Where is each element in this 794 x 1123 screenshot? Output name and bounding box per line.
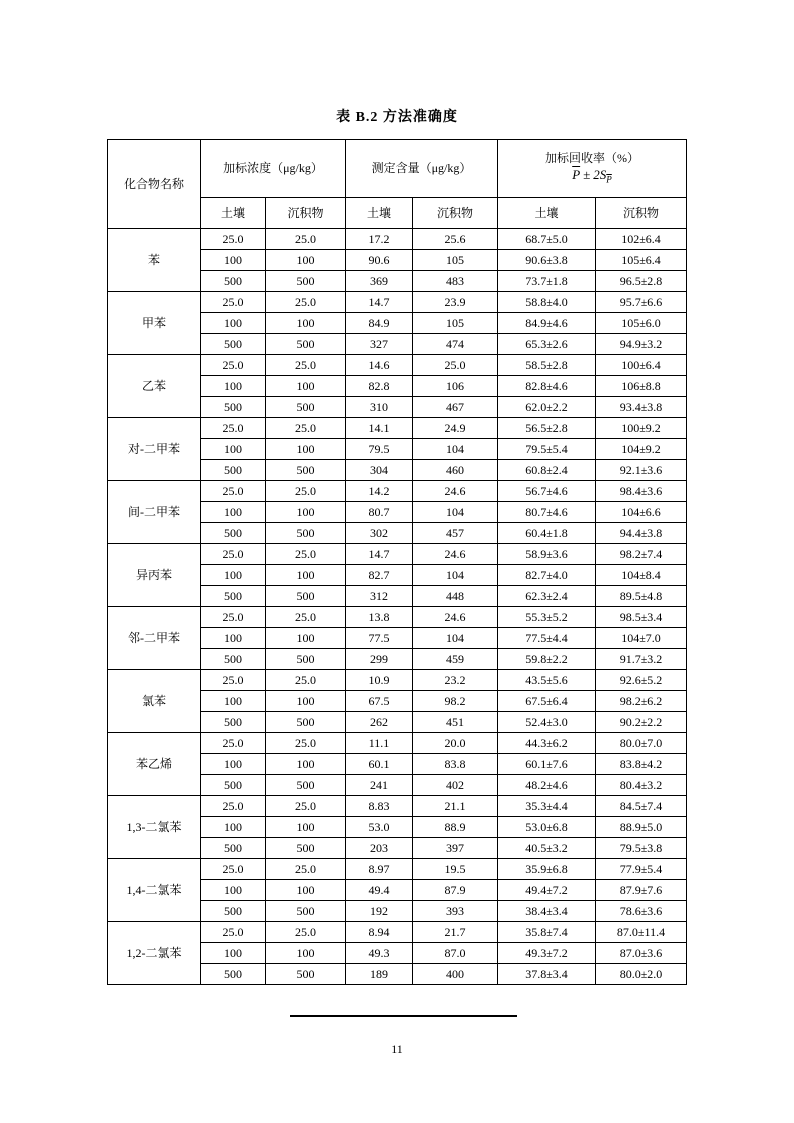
data-cell: 13.8 <box>346 607 413 628</box>
data-cell: 25.0 <box>201 859 266 880</box>
data-cell: 25.6 <box>413 229 498 250</box>
table-title: 表 B.2 方法准确度 <box>336 110 458 125</box>
compound-name-cell: 乙苯 <box>108 355 201 418</box>
table-row <box>108 229 687 250</box>
compound-name-cell: 间-二甲苯 <box>108 481 201 544</box>
data-cell: 94.9±3.2 <box>596 334 687 355</box>
data-cell: 105±6.4 <box>596 250 687 271</box>
data-cell: 100 <box>266 313 346 334</box>
data-cell: 84.9 <box>346 313 413 334</box>
data-cell: 203 <box>346 838 413 859</box>
data-cell: 25.0 <box>266 607 346 628</box>
data-cell: 312 <box>346 586 413 607</box>
table-row <box>108 670 687 691</box>
data-cell: 100 <box>201 502 266 523</box>
compound-name-cell: 氯苯 <box>108 670 201 733</box>
compound-name-cell: 苯 <box>108 229 201 292</box>
data-cell: 500 <box>266 271 346 292</box>
data-cell: 56.7±4.6 <box>498 481 596 502</box>
compound-name-cell: 甲苯 <box>108 292 201 355</box>
data-cell: 25.0 <box>266 481 346 502</box>
data-cell: 500 <box>266 586 346 607</box>
data-cell: 79.5±5.4 <box>498 439 596 460</box>
data-cell: 38.4±3.4 <box>498 901 596 922</box>
compound-name-cell: 1,2-二氯苯 <box>108 922 201 985</box>
table-row <box>108 733 687 754</box>
data-cell: 25.0 <box>201 922 266 943</box>
data-cell: 20.0 <box>413 733 498 754</box>
data-cell: 460 <box>413 460 498 481</box>
data-cell: 98.2±7.4 <box>596 544 687 565</box>
data-cell: 56.5±2.8 <box>498 418 596 439</box>
header-recovery-sediment: 沉积物 <box>596 198 687 229</box>
data-cell: 500 <box>266 334 346 355</box>
data-cell: 24.6 <box>413 544 498 565</box>
data-cell: 14.2 <box>346 481 413 502</box>
data-cell: 457 <box>413 523 498 544</box>
data-cell: 400 <box>413 964 498 985</box>
data-cell: 62.3±2.4 <box>498 586 596 607</box>
data-cell: 73.7±1.8 <box>498 271 596 292</box>
data-cell: 25.0 <box>266 859 346 880</box>
data-cell: 98.2±6.2 <box>596 691 687 712</box>
data-cell: 79.5±3.8 <box>596 838 687 859</box>
data-cell: 25.0 <box>266 796 346 817</box>
data-cell: 60.1±7.6 <box>498 754 596 775</box>
data-cell: 25.0 <box>266 733 346 754</box>
compound-name-cell: 1,3-二氯苯 <box>108 796 201 859</box>
data-cell: 451 <box>413 712 498 733</box>
data-cell: 100 <box>266 376 346 397</box>
header-recovery-soil: 土壤 <box>498 198 596 229</box>
data-cell: 98.2 <box>413 691 498 712</box>
data-cell: 62.0±2.2 <box>498 397 596 418</box>
data-cell: 100 <box>201 250 266 271</box>
data-cell: 105 <box>413 250 498 271</box>
data-cell: 25.0 <box>201 418 266 439</box>
data-cell: 82.7 <box>346 565 413 586</box>
data-cell: 369 <box>346 271 413 292</box>
data-cell: 189 <box>346 964 413 985</box>
table-row <box>108 544 687 565</box>
data-cell: 90.6±3.8 <box>498 250 596 271</box>
data-cell: 474 <box>413 334 498 355</box>
data-cell: 500 <box>266 712 346 733</box>
data-cell: 96.5±2.8 <box>596 271 687 292</box>
data-cell: 24.6 <box>413 481 498 502</box>
data-cell: 84.5±7.4 <box>596 796 687 817</box>
data-cell: 40.5±3.2 <box>498 838 596 859</box>
data-cell: 80.7 <box>346 502 413 523</box>
data-cell: 90.2±2.2 <box>596 712 687 733</box>
data-cell: 93.4±3.8 <box>596 397 687 418</box>
data-cell: 98.4±3.6 <box>596 481 687 502</box>
data-cell: 100 <box>201 754 266 775</box>
data-cell: 106±8.8 <box>596 376 687 397</box>
page-number: 11 <box>391 1042 403 1056</box>
data-cell: 500 <box>266 460 346 481</box>
data-cell: 100 <box>266 880 346 901</box>
data-cell: 327 <box>346 334 413 355</box>
data-cell: 80.4±3.2 <box>596 775 687 796</box>
data-cell: 17.2 <box>346 229 413 250</box>
data-cell: 82.8±4.6 <box>498 376 596 397</box>
data-cell: 483 <box>413 271 498 292</box>
data-cell: 58.5±2.8 <box>498 355 596 376</box>
data-cell: 23.2 <box>413 670 498 691</box>
data-cell: 299 <box>346 649 413 670</box>
data-cell: 500 <box>201 397 266 418</box>
data-cell: 35.3±4.4 <box>498 796 596 817</box>
data-cell: 500 <box>266 649 346 670</box>
formula-subscript-p-bar: P <box>606 174 612 185</box>
data-cell: 49.4 <box>346 880 413 901</box>
data-cell: 500 <box>201 901 266 922</box>
data-cell: 87.0±3.6 <box>596 943 687 964</box>
data-cell: 82.7±4.0 <box>498 565 596 586</box>
data-cell: 459 <box>413 649 498 670</box>
data-cell: 60.1 <box>346 754 413 775</box>
data-cell: 500 <box>201 334 266 355</box>
data-cell: 24.9 <box>413 418 498 439</box>
data-cell: 23.9 <box>413 292 498 313</box>
data-cell: 104±7.0 <box>596 628 687 649</box>
data-cell: 104 <box>413 628 498 649</box>
data-cell: 43.5±5.6 <box>498 670 596 691</box>
data-cell: 14.1 <box>346 418 413 439</box>
data-cell: 105±6.0 <box>596 313 687 334</box>
data-cell: 53.0 <box>346 817 413 838</box>
header-recovery-label: 加标回收率（%） <box>545 151 639 166</box>
data-cell: 92.1±3.6 <box>596 460 687 481</box>
data-cell: 302 <box>346 523 413 544</box>
data-cell: 14.6 <box>346 355 413 376</box>
data-cell: 500 <box>266 901 346 922</box>
data-cell: 87.9±7.6 <box>596 880 687 901</box>
data-cell: 393 <box>413 901 498 922</box>
data-cell: 48.2±4.6 <box>498 775 596 796</box>
data-cell: 53.0±6.8 <box>498 817 596 838</box>
data-cell: 25.0 <box>201 292 266 313</box>
data-cell: 55.3±5.2 <box>498 607 596 628</box>
table-body <box>108 229 687 985</box>
data-cell: 44.3±6.2 <box>498 733 596 754</box>
table-row <box>108 418 687 439</box>
formula-p-bar: $\overline{P}$ <box>572 167 581 183</box>
table-row <box>108 607 687 628</box>
data-cell: 100 <box>266 250 346 271</box>
data-cell: 49.3 <box>346 943 413 964</box>
data-cell: 25.0 <box>201 544 266 565</box>
data-cell: 100 <box>201 313 266 334</box>
data-cell: 500 <box>201 775 266 796</box>
data-cell: 24.6 <box>413 607 498 628</box>
data-cell: 25.0 <box>201 355 266 376</box>
data-cell: 98.5±3.4 <box>596 607 687 628</box>
data-cell: 25.0 <box>413 355 498 376</box>
data-cell: 87.0±11.4 <box>596 922 687 943</box>
data-cell: 25.0 <box>201 481 266 502</box>
data-cell: 500 <box>266 775 346 796</box>
data-cell: 100 <box>266 817 346 838</box>
data-cell: 100 <box>266 502 346 523</box>
data-cell: 92.6±5.2 <box>596 670 687 691</box>
data-cell: 52.4±3.0 <box>498 712 596 733</box>
accuracy-table <box>107 139 687 985</box>
compound-name-cell: 邻-二甲苯 <box>108 607 201 670</box>
data-cell: 21.1 <box>413 796 498 817</box>
data-cell: 500 <box>201 838 266 859</box>
data-cell: 100 <box>266 943 346 964</box>
data-cell: 100 <box>266 565 346 586</box>
data-cell: 192 <box>346 901 413 922</box>
data-cell: 80.0±2.0 <box>596 964 687 985</box>
data-cell: 25.0 <box>266 229 346 250</box>
table-row <box>108 355 687 376</box>
data-cell: 90.6 <box>346 250 413 271</box>
data-cell: 500 <box>266 964 346 985</box>
data-cell: 25.0 <box>266 292 346 313</box>
data-cell: 49.3±7.2 <box>498 943 596 964</box>
data-cell: 262 <box>346 712 413 733</box>
data-cell: 59.8±2.2 <box>498 649 596 670</box>
data-cell: 241 <box>346 775 413 796</box>
header-compound: 化合物名称 <box>108 140 201 229</box>
data-cell: 83.8 <box>413 754 498 775</box>
data-cell: 397 <box>413 838 498 859</box>
data-cell: 500 <box>201 964 266 985</box>
table-header <box>108 140 687 229</box>
data-cell: 500 <box>266 523 346 544</box>
data-cell: 500 <box>201 460 266 481</box>
data-cell: 35.9±6.8 <box>498 859 596 880</box>
data-cell: 100 <box>201 628 266 649</box>
data-cell: 19.5 <box>413 859 498 880</box>
data-cell: 11.1 <box>346 733 413 754</box>
data-cell: 25.0 <box>266 544 346 565</box>
data-cell: 500 <box>201 649 266 670</box>
table-row <box>108 859 687 880</box>
data-cell: 60.8±2.4 <box>498 460 596 481</box>
compound-name-cell: 对-二甲苯 <box>108 418 201 481</box>
data-cell: 67.5±6.4 <box>498 691 596 712</box>
data-cell: 106 <box>413 376 498 397</box>
data-cell: 104±6.6 <box>596 502 687 523</box>
data-cell: 84.9±4.6 <box>498 313 596 334</box>
data-cell: 448 <box>413 586 498 607</box>
data-cell: 10.9 <box>346 670 413 691</box>
data-cell: 14.7 <box>346 292 413 313</box>
data-cell: 37.8±3.4 <box>498 964 596 985</box>
data-cell: 80.0±7.0 <box>596 733 687 754</box>
footer-rule <box>290 1015 517 1017</box>
data-cell: 105 <box>413 313 498 334</box>
table-row <box>108 922 687 943</box>
data-cell: 25.0 <box>266 355 346 376</box>
data-cell: 80.7±4.6 <box>498 502 596 523</box>
data-cell: 100 <box>201 880 266 901</box>
data-cell: 100 <box>266 628 346 649</box>
table-row <box>108 796 687 817</box>
data-cell: 94.4±3.8 <box>596 523 687 544</box>
header-spike-concentration: 加标浓度（μg/kg） <box>201 140 346 198</box>
data-cell: 77.5 <box>346 628 413 649</box>
data-cell: 100 <box>201 439 266 460</box>
compound-name-cell: 苯乙烯 <box>108 733 201 796</box>
data-cell: 104 <box>413 565 498 586</box>
data-cell: 104 <box>413 439 498 460</box>
data-cell: 88.9±5.0 <box>596 817 687 838</box>
formula-2s: 2S <box>593 167 607 183</box>
formula-plus-minus: ± <box>583 167 591 183</box>
data-cell: 100 <box>266 691 346 712</box>
data-cell: 100±6.4 <box>596 355 687 376</box>
data-cell: 104 <box>413 502 498 523</box>
data-cell: 100 <box>201 691 266 712</box>
data-cell: 500 <box>201 586 266 607</box>
data-cell: 79.5 <box>346 439 413 460</box>
data-cell: 8.97 <box>346 859 413 880</box>
data-cell: 100 <box>201 817 266 838</box>
data-cell: 500 <box>201 712 266 733</box>
data-cell: 467 <box>413 397 498 418</box>
data-cell: 100 <box>201 376 266 397</box>
header-recovery <box>498 140 687 198</box>
data-cell: 500 <box>266 838 346 859</box>
data-cell: 25.0 <box>266 670 346 691</box>
data-cell: 83.8±4.2 <box>596 754 687 775</box>
data-cell: 77.5±4.4 <box>498 628 596 649</box>
data-cell: 87.9 <box>413 880 498 901</box>
data-cell: 402 <box>413 775 498 796</box>
data-cell: 500 <box>201 271 266 292</box>
data-cell: 25.0 <box>201 733 266 754</box>
header-measured-soil: 土壤 <box>346 198 413 229</box>
data-cell: 102±6.4 <box>596 229 687 250</box>
data-cell: 60.4±1.8 <box>498 523 596 544</box>
data-cell: 21.7 <box>413 922 498 943</box>
data-cell: 68.7±5.0 <box>498 229 596 250</box>
data-cell: 100 <box>266 754 346 775</box>
data-cell: 100 <box>201 565 266 586</box>
data-cell: 58.8±4.0 <box>498 292 596 313</box>
data-cell: 25.0 <box>201 670 266 691</box>
data-cell: 25.0 <box>201 607 266 628</box>
data-cell: 100 <box>266 439 346 460</box>
data-cell: 65.3±2.6 <box>498 334 596 355</box>
header-measured-content: 测定含量（μg/kg） <box>346 140 498 198</box>
compound-name-cell: 异丙苯 <box>108 544 201 607</box>
table-row <box>108 481 687 502</box>
data-cell: 25.0 <box>266 418 346 439</box>
header-spike-sediment: 沉积物 <box>266 198 346 229</box>
table-row <box>108 292 687 313</box>
data-cell: 89.5±4.8 <box>596 586 687 607</box>
header-spike-soil: 土壤 <box>201 198 266 229</box>
data-cell: 304 <box>346 460 413 481</box>
data-cell: 8.94 <box>346 922 413 943</box>
data-cell: 88.9 <box>413 817 498 838</box>
data-cell: 78.6±3.6 <box>596 901 687 922</box>
data-cell: 104±8.4 <box>596 565 687 586</box>
data-cell: 49.4±7.2 <box>498 880 596 901</box>
data-cell: 67.5 <box>346 691 413 712</box>
data-cell: 25.0 <box>201 229 266 250</box>
data-cell: 25.0 <box>201 796 266 817</box>
data-cell: 35.8±7.4 <box>498 922 596 943</box>
data-cell: 310 <box>346 397 413 418</box>
data-cell: 91.7±3.2 <box>596 649 687 670</box>
data-cell: 100±9.2 <box>596 418 687 439</box>
data-cell: 25.0 <box>266 922 346 943</box>
compound-name-cell: 1,4-二氯苯 <box>108 859 201 922</box>
data-cell: 14.7 <box>346 544 413 565</box>
data-cell: 500 <box>201 523 266 544</box>
recovery-formula <box>498 167 686 186</box>
header-measured-sediment: 沉积物 <box>413 198 498 229</box>
header-row-groups <box>108 140 687 198</box>
data-cell: 58.9±3.6 <box>498 544 596 565</box>
data-cell: 104±9.2 <box>596 439 687 460</box>
data-cell: 95.7±6.6 <box>596 292 687 313</box>
data-cell: 82.8 <box>346 376 413 397</box>
data-cell: 77.9±5.4 <box>596 859 687 880</box>
data-cell: 87.0 <box>413 943 498 964</box>
data-cell: 500 <box>266 397 346 418</box>
data-cell: 8.83 <box>346 796 413 817</box>
data-cell: 100 <box>201 943 266 964</box>
